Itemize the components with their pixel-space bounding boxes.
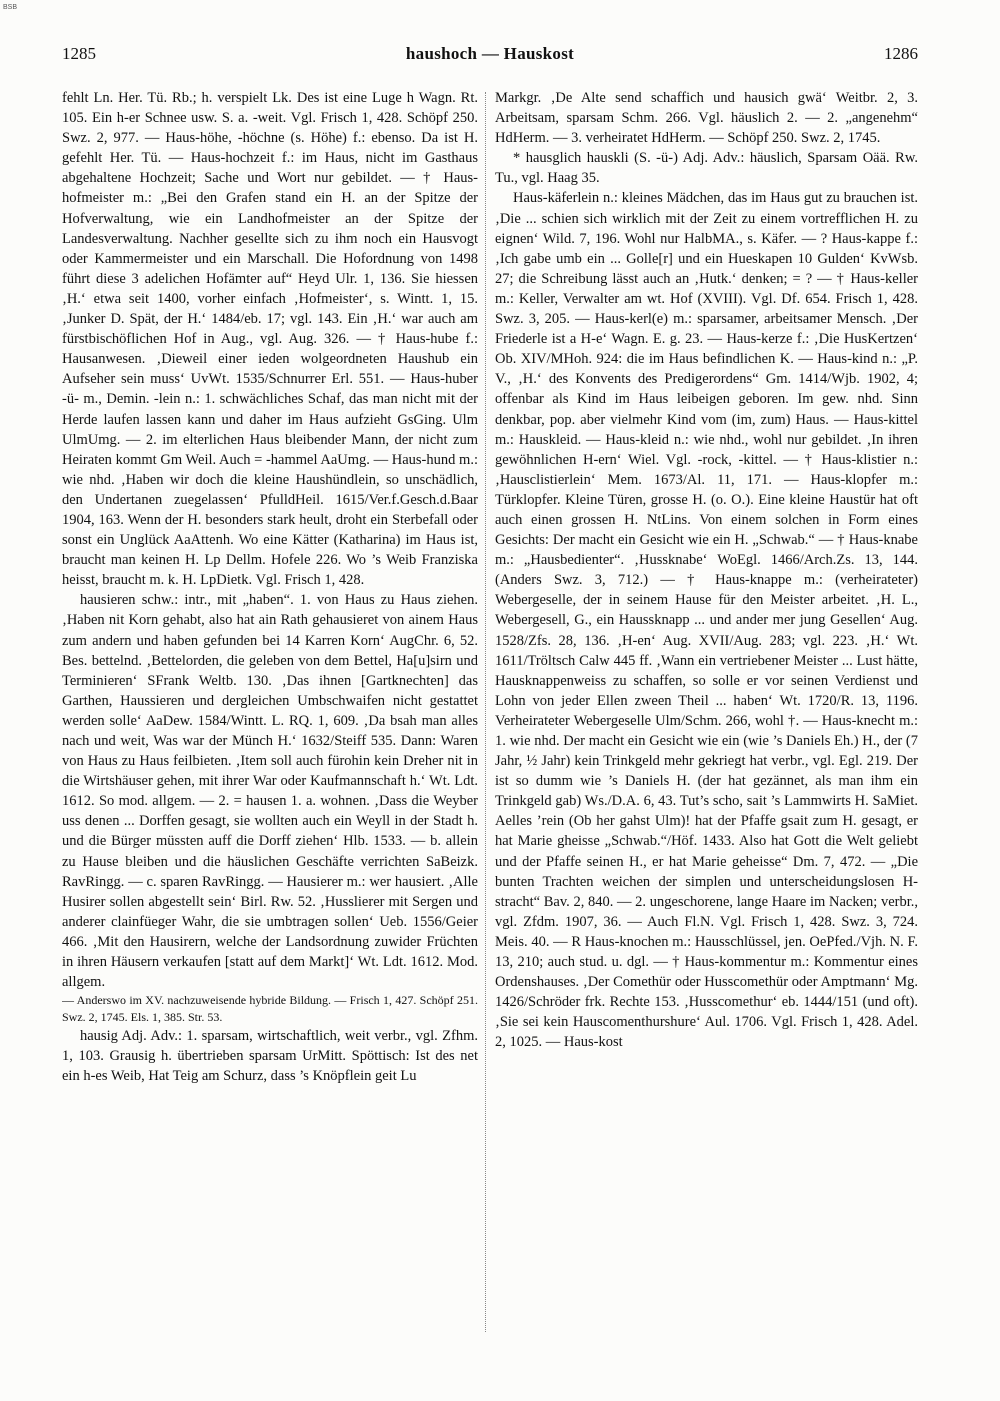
page-header [62, 40, 918, 70]
column-divider [485, 92, 486, 1332]
library-stamp: BSB [3, 4, 18, 11]
dictionary-entry: — Anderswo im XV. nachzuweisende hybride Bildung. — Frisch 1, 427. Schöpf 251. Swz. 2, 1745. Els. 1, 385. Str. 53. [62, 993, 478, 1025]
running-title: haushoch — Hauskost [405, 44, 575, 63]
dictionary-entry: hausig Adj. Adv.: 1. sparsam, wirtschaftlich, weit verbr., vgl. Zfhm. 1, 103. Grausig h. übertrieben sparsam UrMitt. Spöttisch: Ist des net ein h-es Weib, Hat Teig am Schurz, dass ’s Knöpflein geit Lu [62, 1028, 478, 1085]
dictionary-entry: fehlt Ln. Her. Tü. Rb.; h. verspielt Lk. Des ist eine Luge h Wagn. Rt. 105. Ein h-er Schnee usw. S. a. -weit. Vgl. Frisch 1, 428. Schöpf 250. Swz. 2, 977. — Haus-höhe, -höchne (s. Höhe) f.: ebenso. Da ist H. gefehlt Her. Tü. — Haus-hochzeit f.: im Haus, nicht im Gasthaus abgehaltene Hochzeit; Sache und Wort nur gebildet. — † Haus-hofmeister m.: „Bei den Grafen stand ein H. an der Spitze der Hofverwaltung, wie ein Landhofmeister an der Spitze der Landesverwaltung. Nachher gesellte sich zu ihm noch ein Hausvogt oder Kammermeister und ein Marschall. Die Hofordnung von 1498 führt diese 3 adelichen Hofämter auf“ Heyd Ulr. 1, 136. Sie hiessen ‚H.‘ etwa seit 1400, vorher einfach ‚Hofmeister‘, s. Wintt. 1, 15. ‚Junker D. Spät, der H.‘ 1484/eb. 17; vgl. 143. Ein ‚H.‘ war auch am fürstbischöflichen Hof in Aug., vgl. Aug. 326. — † Haus-hube f.: Hausanwesen. ‚Dieweil einer ieden wolgeordneten Haushub ein Aufseher sein muss‘ UvWt. 1535/Schnurrer Erl. 551. — Haus-huber -ü- m., Demin. -lein n.: 1. schwächliches Schaf, das man nicht mit der Herde laufen lassen kann und daher im Haus aufzieht GsGing. Ulm UlmUmg. — 2. im elterlichen Haus bleibender Mann, der nicht zum Heiraten kommt Gm Weil. Auch = -hammel AaUmg. — Haus-hund m.: wie nhd. ‚Haben wir doch die kleine Haushündlein, so unschädlich, den Undertanen zuegelassen‘ PfulldHeil. 1615/Ver.f.Gesch.d.Baar 1904, 163. Wenn der H. besonders stark heult, droht ein Sterbefall oder sonst ein Unglück AaAttenh. Wo eine Kätter (Katharina) im Haus ist, braucht man keinen H. Lp Dellm. Hofele 226. Wo ’s Weib Franziska heisst, braucht m. k. H. LpDietk. Vgl. Frisch 1, 428. [62, 90, 478, 589]
left-column [62, 88, 478, 1338]
right-column [495, 88, 918, 1338]
dictionary-entry: Haus-käferlein n.: kleines Mädchen, das im Haus gut zu brauchen ist. ‚Die ... schien sich wirklich mit der Zeit zu einem vortrefflichen H. zu eignen‘ Wild. 7, 196. Wohl nur HalbMA., s. Käfer. — ? Haus-kappe f.: ‚Ich gabe umb ein ... Golle[r] und ein Hueskapen 10 Gulden‘ KvWsb. 27; die Schreibung lässt auch an ‚Hutk.‘ denken; = ? — † Haus-keller m.: Keller, Verwalter am wt. Hof (XVIII). Vgl. Df. 654. Frisch 1, 428. Swz. 3, 205. — Haus-kerl(e) m.: sparsamer, arbeitsamer Mensch. ‚Der Friederle ist a H-e‘ Wagn. E. g. 23. — Haus-kerze f.: ‚Die HusKertzen‘ Ob. XIV/MHoh. 924: die im Haus befindlichen K. — Haus-kind n.: „P. V., ‚H.‘ des Konvents des Predigerordens“ Gm. 1414/Wjb. 1902, 4; offenbar als Kind im Haus leibeigen geboren. Im gew. nhd. Sinn denkbar, pop. aber vielmehr Kind vom (im, zum) Haus. — Haus-kittel m.: Hauskleid. — Haus-kleid n.: wie nhd., wohl nur gebildet. ‚In ihren gewöhnlichen H-ern‘ Wiel. Vgl. -rock, -kittel. — † Haus-klistier n.: ‚Hausclistierlein‘ Mem. 1673/Al. 11, 171. — Haus-klopfer m.: Türklopfer. Kleine Türen, grosse H. (o. O.). Eine kleine Haustür hat oft auch einen grossen H. NtLins. Von einem solchen in Form eines Gesichts: Der macht ein Gesicht wie ein H. „Schwab.“ — † Haus-knabe m.: „Hausbedienter“. ‚Hussknabe‘ WoEgl. 1466/Arch.Zs. 13, 144. (Anders Swz. 3, 712.) — † Haus-knappe m.: (verheirateter) Webergeselle, der in seinem Hause für den Meister arbeitet. ‚H. L., Webergesell, G., ein Haussknapp ... und ander mer jung Gesellen‘ Aug. 1528/Zfs. 28, 136. ‚H-en‘ Aug. XVII/Aug. 283; vgl. 223. ‚H.‘ Wt. 1611/Tröltsch Calw 445 ff. ‚Wann ein vertriebener Meister ... Lust hätte, Hausknappenweiss zu schaffen, so solle er vor seinen Verdienst und Lohn von jeder Ellen zween Theil ... haben‘ Wt. 1720/R. 13, 1196. Verheirateter Webergeselle Ulm/Schm. 266, wohl †. — Haus-knecht m.: 1. wie nhd. Der macht ein Gesicht wie ein (wie ’s Daniels Eh.) H., der (7 Jahr, ½ Jahr) kein Trinkgeld mehr gekriegt hat verbr., vgl. Egl. 219. Der ist so dumm wie ’s Daniels H. (der hat gezännet, als man ihm ein Trinkgeld gab) Ws./D.A. 6, 43. Tut’s scho, sait ’s Lammwirts H. SaMiet. Aelles ’rein (Ob her gahst Ulm)! hat der Pfaffe gsait zum H. gesagt, er hat Marie gheisse „Schwab.“/Höf. 1433. Also hat Gott die Welt geliebt und der Pfaffe seinen H., er hat Marie geheisse“ Dm. 7, 472. — „Die bunten Trachten weichen der simplen und unterscheidungslosen H-stracht“ Bav. 2, 840. — 2. ungeschorene, lange Haare im Nacken; verbr., vgl. Zfdm. 1907, 36. — Auch Fl.N. Vgl. Frisch 1, 428. Swz. 3, 724. Meis. 40. — R Haus-knochen m.: Hausschlüssel, jen. OePfed./Vjh. N. F. 13, 210; auch stud. u. dgl. — † Haus-kommentur m.: Kommentur eines Ordenshauses. ‚Der Comethür oder Husscomethür oder Amptmann‘ Mg. 1426/Schröder frk. Rechte 153. ‚Husscomethur‘ eb. 1444/151 (und oft). ‚Sie sei kein Hauscomenthurshure‘ Aul. 1706. Vgl. Frisch 1, 428. Adel. 2, 1025. — Haus-kost [495, 190, 918, 1051]
page-number-left: 1285 [62, 44, 96, 63]
dictionary-entry: Markgr. ‚De Alte send schaffich und hausich gwä‘ Weitbr. 2, 3. Arbeitsam, sparsam Schm. 266. Vgl. häuslich 2. — 2. „angenehm“ HdHerm. — 3. verheiratet HdHerm. — Schöpf 250. Swz. 2, 1745. [495, 90, 918, 147]
page-number-right: 1286 [884, 44, 918, 63]
dictionary-entry: * hausglich hauskli (S. -ü-) Adj. Adv.: häuslich, Sparsam Oää. Rw. Tu., vgl. Haag 35. [495, 150, 918, 187]
dictionary-entry: hausieren schw.: intr., mit „haben“. 1. von Haus zu Haus ziehen. ‚Haben nit Korn gehabt, also hat ain Rath gehausieret von ainem Haus zum andern und haben gefunden bei 14 Karren Korn‘ AugChr. 6, 52. Bes. bettelnd. ‚Bettelorden, die geleben von dem Bettel, Ha[u]sirn und Terminieren‘ SFrank Weltb. 130. ‚Das ihnen [Gartknechten] das Garthen, Haussieren und dergleichen Umbschwaifen nicht gestattet werden solle‘ AaDew. 1584/Wintt. L. RQ. 1, 609. ‚Da bsah man alles nach und weit, Was war der Münch H.‘ 1632/Steiff 535. Dann: Waren von Haus zu Haus feilbieten. ‚Item soll auch fürohin kein Dreher nit in die Wirtshäuser gehen, mit ihrer War oder Kaufmannschaft h.‘ Wt. Ldt. 1612. So mod. allgem. — 2. = hausen 1. a. wohnen. ‚Dass die Weyber uss denen ... Dorffen gesagt, sie wollten auch ein Weyll in der Stadt h. und die Bürger müssten auff die Dorff ziehen‘ Hlb. 1533. — b. allein zu Hause bleiben und die häuslichen Geschäfte verrichten SaBeizk. RavRingg. — c. sparen RavRingg. — Hausierer m.: wer hausiert. ‚Alle Husirer sollen abgestellt sein‘ Birl. Rw. 52. ‚Husslierer mit Sergen und anderer clainfüeger Wahr, die sie umbtragen sollen‘ Ueb. 1556/Geier 466. ‚Mit den Hausirern, welche der Landsordnung zuwider Früchten in ihren Häusern verkaufen [statt auf dem Markt]‘ Wt. Ldt. 1612. Mod. allgem. [62, 592, 478, 991]
